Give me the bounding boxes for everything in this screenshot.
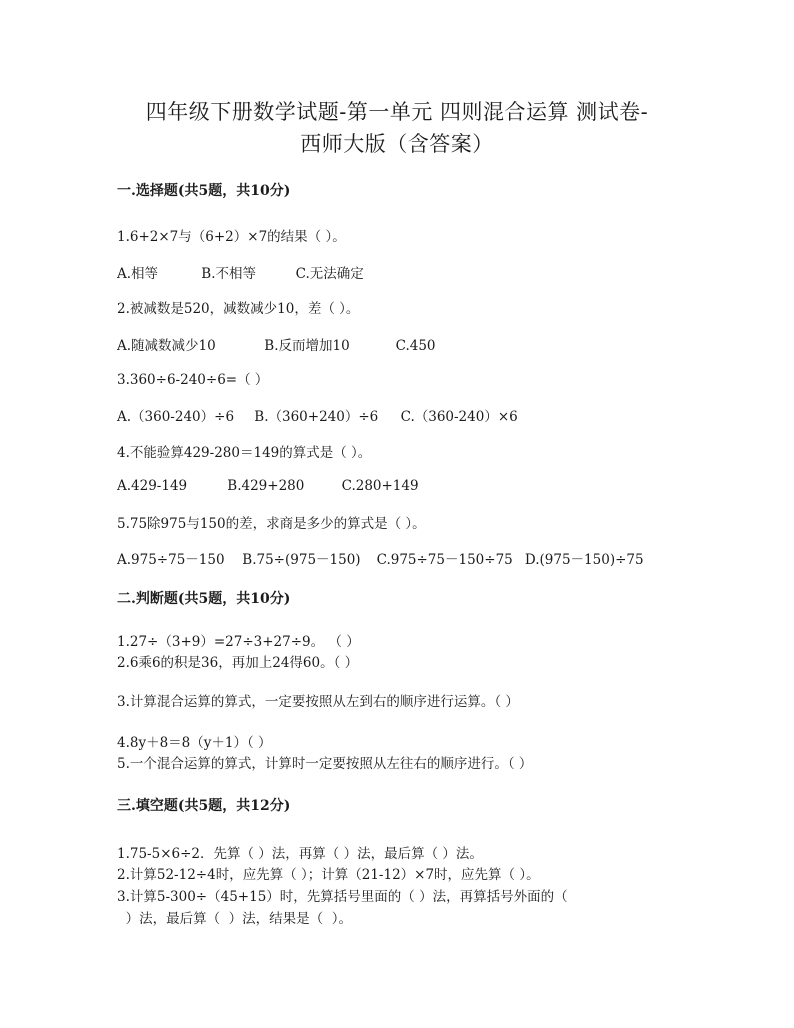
question-fill-3-continued: ）法，最后算（ ）法，结果是（ ）。	[117, 911, 352, 927]
option-a: A.相等	[117, 266, 159, 282]
option-c: C.280+149	[341, 478, 419, 494]
section-heading-choice: 一.选择题(共5题，共10分)	[117, 183, 291, 199]
option-a: A.429-149	[117, 478, 188, 494]
option-c: C.975÷75－150÷75	[376, 552, 513, 568]
question-choice-3: 3.360÷6-240÷6=（ ）	[117, 372, 269, 388]
question-fill-3: 3.计算5-300÷（45+15）时，先算括号里面的（ ）法，再算括号外面的（	[117, 889, 568, 905]
question-fill-1: 1.75-5×6÷2．先算（ ）法，再算（ ）法，最后算（ ）法。	[117, 846, 483, 862]
title-line-2: 西师大版（含答案）	[300, 132, 494, 156]
page-title	[60, 96, 734, 160]
title-line-1: 四年级下册数学试题-第一单元 四则混合运算 测试卷-	[145, 100, 649, 124]
option-b: B.（360+240）÷6	[254, 409, 379, 425]
question-choice-1: 1.6+2×7与（6+2）×7的结果（ ）。	[117, 229, 346, 245]
options-choice-1	[117, 262, 364, 282]
option-d: D.(975－150)÷75	[524, 552, 644, 568]
option-c: C.无法确定	[295, 266, 364, 282]
option-c: C.450	[395, 338, 436, 354]
question-judge-1: 1.27÷（3+9）=27÷3+27÷9。 （ ）	[117, 634, 360, 650]
option-a: A.975÷75－150	[117, 552, 225, 568]
options-choice-5	[117, 548, 644, 568]
option-c: C.（360-240）×6	[400, 409, 518, 425]
option-b: B.429+280	[227, 478, 305, 494]
options-choice-4	[117, 478, 419, 494]
option-b: B.75÷(975－150)	[242, 552, 361, 568]
option-a: A.随减数减少10	[117, 338, 216, 354]
option-b: B.反而增加10	[264, 338, 350, 354]
question-judge-5: 5.一个混合运算的算式，计算时一定要按照从左往右的顺序进行。（ ）	[117, 756, 533, 772]
section-heading-fill: 三.填空题(共5题，共12分)	[117, 798, 291, 814]
options-choice-2	[117, 334, 436, 354]
question-fill-2: 2.计算52-12÷4时，应先算（ ）；计算（21-12）×7时，应先算（ ）。	[117, 867, 540, 883]
option-b: B.不相等	[201, 266, 257, 282]
question-judge-4: 4.8y＋8＝8（y＋1）（ ）	[117, 735, 272, 751]
question-judge-3: 3.计算混合运算的算式，一定要按照从左到右的顺序进行运算。（ ）	[117, 694, 519, 710]
section-heading-judge: 二.判断题(共5题，共10分)	[117, 591, 291, 607]
question-judge-2: 2.6乘6的积是36，再加上24得60。（ ）	[117, 655, 359, 671]
question-choice-2: 2.被减数是520，减数减少10，差（ ）。	[117, 301, 360, 317]
options-choice-3	[117, 405, 518, 425]
question-choice-5: 5.75除975与150的差，求商是多少的算式是（ ）。	[117, 516, 426, 532]
question-choice-4: 4.不能验算429-280＝149的算式是（ ）。	[117, 445, 372, 461]
option-a: A.（360-240）÷6	[117, 409, 235, 425]
